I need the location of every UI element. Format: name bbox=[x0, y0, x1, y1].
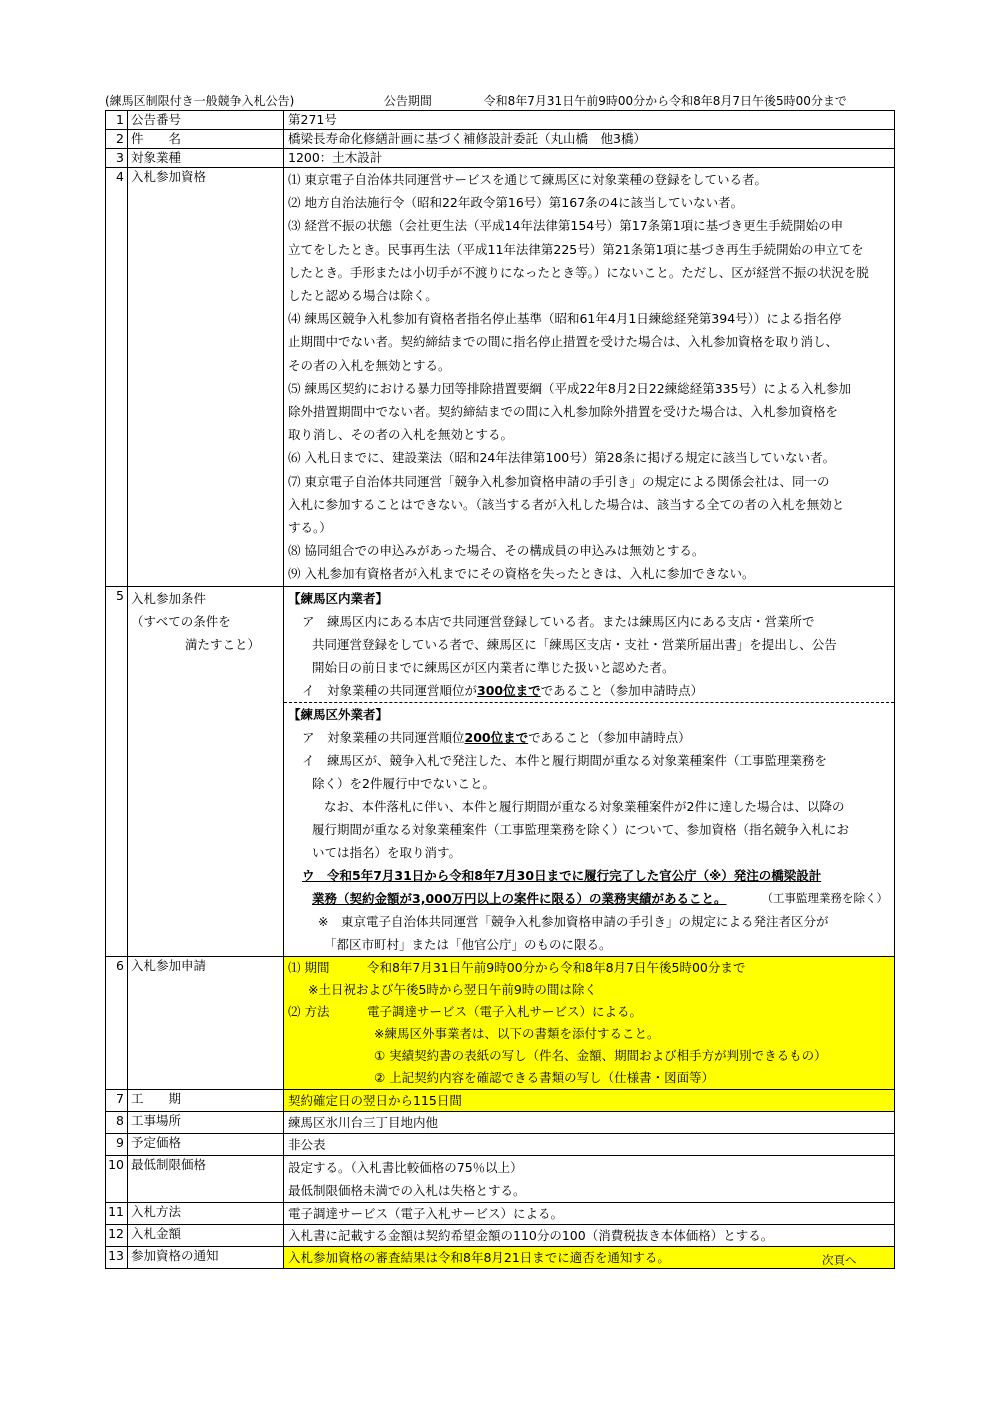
application-line: ① 実績契約書の表紙の写し（件名、金額、期間および相手方が判別できるもの） bbox=[374, 1047, 827, 1063]
application-line: ※練馬区外事業者は、以下の書類を添付すること。 bbox=[374, 1025, 660, 1041]
qualification-line: したとき。手形または小切手が不渡りになったとき等。）にないこと。ただし、区が経営不振の状況を脱 bbox=[288, 264, 869, 280]
qualification-line: ⑹ 入札日までに、建設業法（昭和24年法律第100号）第28条に掲げる規定に該当していない者。 bbox=[288, 450, 836, 466]
row-value: 1200：土木設計 bbox=[284, 149, 895, 168]
row-value: 入札書に記載する金額は契約希望金額の110分の100（消費税抜き本体価格）とする。 bbox=[284, 1224, 895, 1246]
application-line: ② 上記契約内容を確認できる書類の写し（仕様書・図面等） bbox=[374, 1069, 715, 1085]
exclusion-note: （工事監理業務を除く） bbox=[761, 890, 888, 905]
row-label: 入札参加資格 bbox=[128, 168, 284, 587]
row-value: 非公表 bbox=[284, 1133, 895, 1155]
row-minimum-price bbox=[106, 1155, 895, 1202]
application-line: ⑵ 方法 電子調達サービス（電子入札サービス）による。 bbox=[288, 1003, 642, 1019]
row-label: 入札方法 bbox=[128, 1202, 284, 1224]
row-label bbox=[128, 586, 284, 956]
condition-line: 開始日の前日までに練馬区が区内業者に準じた扱いと認めた者。 bbox=[312, 659, 675, 675]
period-value: 令和8年7月31日午前9時00分から令和8年8月7日午後5時00分まで bbox=[483, 94, 847, 108]
qualification-line: ⑴ 東京電子自治体共同運営サービスを通じて練馬区に対象業種の登録をしている者。 bbox=[288, 172, 767, 187]
condition-line: いては指名）を取り消す。 bbox=[312, 844, 462, 860]
out-ward-section bbox=[284, 702, 894, 956]
condition-line: 共同運営登録をしている者で、練馬区に「練馬区支店・支社・営業所届出書」を提出し、公告 bbox=[312, 636, 837, 652]
row-label: 工 期 bbox=[128, 1089, 284, 1111]
row-label: 参加資格の通知 bbox=[128, 1246, 284, 1268]
row-no: 9 bbox=[106, 1133, 128, 1155]
qualification-line: したと認める場合は除く。 bbox=[288, 288, 438, 304]
qualification-line: ⑸ 練馬区契約における暴力団等排除措置要綱（平成22年8月2日22練総経第335号）による入札参加 bbox=[288, 380, 852, 396]
condition-line bbox=[288, 887, 894, 910]
row-no: 8 bbox=[106, 1111, 128, 1133]
qualification-line: 取り消し、その者の入札を無効とする。 bbox=[288, 427, 514, 443]
row-label: 公告番号 bbox=[128, 111, 284, 130]
row-bid-amount bbox=[106, 1224, 895, 1246]
minimum-price-line: 最低制限価格未満での入札は失格とする。 bbox=[288, 1182, 526, 1198]
qualification-line: する。） bbox=[288, 520, 332, 536]
row-value: 練馬区氷川台三丁目地内他 bbox=[284, 1111, 895, 1133]
qualification-line: その者の入札を無効とする。 bbox=[288, 357, 451, 373]
qualification-line: ⑺ 東京電子自治体共同運営「競争入札参加資格申請の手引き」の規定による関係会社は、同一の bbox=[288, 473, 830, 489]
row-value: 第271号 bbox=[284, 111, 895, 130]
row-no: 4 bbox=[106, 168, 128, 587]
conditions-label-note: 満たすこと） bbox=[185, 636, 261, 652]
condition-text: であること（参加申請時点） bbox=[528, 729, 691, 745]
row-period bbox=[106, 1089, 895, 1111]
notice-type: (練馬区制限付き一般競争入札公告) bbox=[105, 94, 295, 108]
row-no: 6 bbox=[106, 956, 128, 1089]
row-qualification-notice bbox=[106, 1246, 895, 1268]
condition-line: イ 練馬区が、競争入札で発注した、本件と履行期間が重なる対象業種案件（工事監理業務を bbox=[302, 752, 828, 768]
application-line: ⑴ 期間 令和8年7月31日午前9時00分から令和8年8月7日午後5時00分まで bbox=[288, 959, 746, 975]
in-ward-title: 【練馬区内業者】 bbox=[288, 590, 389, 606]
rank-limit: 300位まで bbox=[477, 682, 541, 698]
condition-line: 履行期間が重なる対象業種案件（工事監理業務を除く）について、参加資格（指名競争入札にお bbox=[312, 821, 850, 837]
qualification-line: 立てをしたとき。民事再生法（平成11年法律第225号）第21条第1項に基づき再生手続開始の申立てを bbox=[288, 241, 864, 257]
row-conditions bbox=[106, 586, 895, 956]
row-subject bbox=[106, 130, 895, 149]
qualification-line: 入札に参加することはできない。（該当する者が入札した場合は、該当する全ての者の入札を無効と bbox=[288, 496, 845, 512]
qualification-list bbox=[284, 168, 895, 587]
row-no: 1 bbox=[106, 111, 128, 130]
row-application bbox=[106, 956, 895, 1089]
qualification-line: 止期間中でない者。契約締結までの間に指名停止措置を受けた場合は、入札参加資格を取り消し、 bbox=[288, 334, 839, 350]
next-page-note: 次頁へ bbox=[822, 1253, 857, 1267]
application-body bbox=[284, 956, 895, 1089]
row-no: 2 bbox=[106, 130, 128, 149]
condition-line: 除く）を2件履行中でないこと。 bbox=[312, 775, 495, 791]
notice-header bbox=[105, 92, 847, 109]
experience-requirement: 業務（契約金額が3,000万円以上の案件に限る）の業務実績があること。 bbox=[312, 890, 727, 906]
conditions-label-note: （すべての条件を bbox=[131, 613, 231, 629]
condition-text: であること（参加申請時点） bbox=[540, 682, 704, 698]
note-line: 「都区市町村」または「他官公庁」のものに限る。 bbox=[324, 936, 612, 952]
row-qualifications bbox=[106, 168, 895, 587]
row-label: 入札参加申請 bbox=[128, 956, 284, 1089]
in-ward-section bbox=[284, 587, 894, 702]
row-estimated-price bbox=[106, 1133, 895, 1155]
row-location bbox=[106, 1111, 895, 1133]
row-notice-number bbox=[106, 111, 895, 130]
row-no: 11 bbox=[106, 1202, 128, 1224]
conditions-body bbox=[284, 586, 895, 956]
row-no: 3 bbox=[106, 149, 128, 168]
notice-table bbox=[105, 110, 895, 1269]
row-value: 橋梁長寿命化修繕計画に基づく補修設計委託（丸山橋 他3橋） bbox=[284, 130, 895, 149]
condition-text: イ 対象業種の共同運営順位が bbox=[302, 682, 478, 698]
row-value bbox=[284, 1155, 895, 1202]
row-value: 入札参加資格の審査結果は令和8年8月21日までに適否を通知する。 bbox=[284, 1246, 895, 1268]
period-label: 公告期間 bbox=[383, 94, 432, 108]
row-no: 7 bbox=[106, 1089, 128, 1111]
condition-line: ア 練馬区内にある本店で共同運営登録している者。または練馬区内にある支店・営業所で bbox=[302, 613, 815, 629]
qualification-line: ⑶ 経営不振の状態（会社更生法（平成14年法律第154号）第17条第1項に基づき更生手続開始の申 bbox=[288, 218, 844, 234]
row-bid-method bbox=[106, 1202, 895, 1224]
row-label: 予定価格 bbox=[128, 1133, 284, 1155]
row-no: 10 bbox=[106, 1155, 128, 1202]
qualification-line: ⑼ 入札参加有資格者が入札までにその資格を失ったときは、入札に参加できない。 bbox=[288, 566, 755, 582]
condition-text: ア 対象業種の共同運営順位 bbox=[302, 729, 465, 745]
rank-limit: 200位まで bbox=[464, 729, 529, 745]
experience-requirement: ウ 令和5年7月31日から令和8年7月30日までに履行完了した官公庁（※）発注の橋梁設計 bbox=[302, 867, 822, 883]
row-no: 5 bbox=[106, 586, 128, 956]
qualification-line: ⑷ 練馬区競争入札参加有資格者指名停止基準（昭和61年4月1日練総経発第394号））による指名停 bbox=[288, 311, 842, 327]
qualification-line: ⑻ 協同組合での申込みがあった場合、その構成員の申込みは無効とする。 bbox=[288, 543, 705, 559]
minimum-price-line: 設定する。（入札書比較価格の75％以上） bbox=[288, 1159, 523, 1175]
row-value: 電子調達サービス（電子入札サービス）による。 bbox=[284, 1202, 895, 1224]
row-label: 件 名 bbox=[128, 130, 284, 149]
qualification-line: ⑵ 地方自治法施行令（昭和22年政令第16号）第167条の4に該当していない者。 bbox=[288, 195, 744, 211]
conditions-label: 入札参加条件 bbox=[131, 590, 207, 606]
row-label: 最低制限価格 bbox=[128, 1155, 284, 1202]
row-value: 契約確定日の翌日から115日間 bbox=[284, 1089, 895, 1111]
condition-line: なお、本件落札に伴い、本件と履行期間が重なる対象業種案件が2件に達した場合は、以降の bbox=[324, 798, 845, 814]
condition-line bbox=[288, 726, 894, 749]
note-line: ※ 東京電子自治体共同運営「競争入札参加資格申請の手引き」の規定による発注者区分が bbox=[318, 913, 829, 929]
condition-line bbox=[288, 679, 894, 702]
out-ward-title: 【練馬区外業者】 bbox=[288, 706, 389, 722]
row-no: 12 bbox=[106, 1224, 128, 1246]
row-business-type bbox=[106, 149, 895, 168]
application-line: ※土日祝および午後5時から翌日午前9時の間は除く bbox=[308, 981, 597, 997]
row-no: 13 bbox=[106, 1246, 128, 1268]
qualification-line: 除外措置期間中でない者。契約締結までの間に入札参加除外措置を受けた場合は、入札参加資格を bbox=[288, 404, 839, 420]
row-label: 対象業種 bbox=[128, 149, 284, 168]
row-label: 工事場所 bbox=[128, 1111, 284, 1133]
row-label: 入札金額 bbox=[128, 1224, 284, 1246]
